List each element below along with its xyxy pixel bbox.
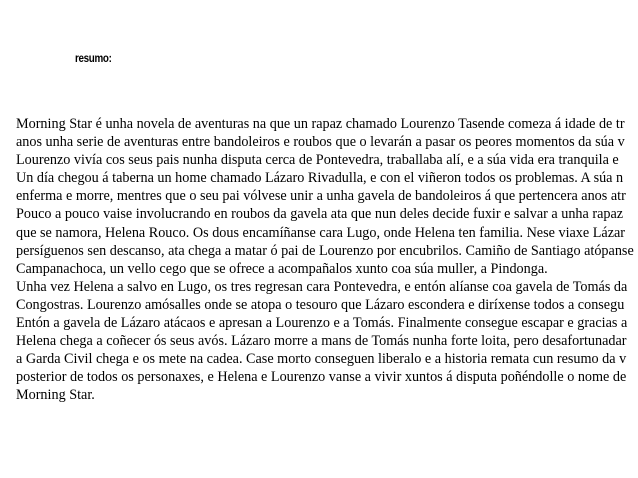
paragraph-line: Morning Star. (16, 387, 95, 404)
paragraph-line: Morning Star é unha novela de aventuras na que un rapaz chamado Lourenzo Tasende comeza á idade de tr (16, 116, 625, 132)
summary-paragraph (16, 115, 638, 405)
paragraph-line: posterior de todos os personaxes, e Helena e Lourenzo vanse a vivir xuntos á disputa poñéndolle o nome de (16, 369, 627, 386)
paragraph-line: Campanachoca, un vello cego que se ofrece a acompañalos xunto coa súa muller, a Pindonga. (16, 260, 548, 277)
paragraph-line: Unha vez Helena a salvo en Lugo, os tres regresan cara Pontevedra, e entón alíanse coa gavela de Tomás da (16, 278, 628, 295)
paragraph-line: Congostras. Lourenzo amósalles onde se atopa o tesouro que Lázaro escondera e diríxense todos a consegu (16, 296, 625, 313)
paragraph-line: anos unha serie de aventuras entre bandoleiros e roubos que o levarán a pasar os peores momentos da súa v (16, 134, 625, 151)
paragraph-line: enferma e morre, mentres que o seu pai vólvese unir a unha gavela de bandoleiros á que pertencera anos atr (16, 188, 626, 205)
paragraph-line: que se namora, Helena Rouco. Os dous encamíñanse cara Lugo, onde Helena ten familia. Nese viaxe Lázar (16, 224, 626, 241)
paragraph-line: Un día chegou á taberna un home chamado Lázaro Rivadulla, e con el viñeron todos os problemas. A súa n (16, 170, 624, 187)
paragraph-line: Helena chega a coñecer ós seus avós. Lázaro morre a mans de Tomás nunha forte loita, pero desafortunadar (16, 333, 627, 350)
paragraph-line: a Garda Civil chega e os mete na cadea. Case morto conseguen liberalo e a historia remata cun resumo da v (16, 351, 627, 368)
paragraph-line: Lourenzo vivía cos seus pais nunha disputa cerca de Pontevedra, traballaba alí, e a súa vida era tranquila e (16, 152, 619, 169)
paragraph-line: persíguenos sen descanso, ata chega a matar ó pai de Lourenzo por encubrilos. Camiño de Santiago atópanse (16, 242, 634, 259)
slide-heading: resumo: (75, 51, 112, 65)
paragraph-line: Entón a gavela de Lázaro atácaos e apresan a Lourenzo e a Tomás. Finalmente consegue escapar e gracias a (16, 315, 628, 332)
paragraph-line: Pouco a pouco vaise involucrando en roubos da gavela ata que nun deles decide fuxir e salvar a unha rapaz (16, 206, 624, 223)
